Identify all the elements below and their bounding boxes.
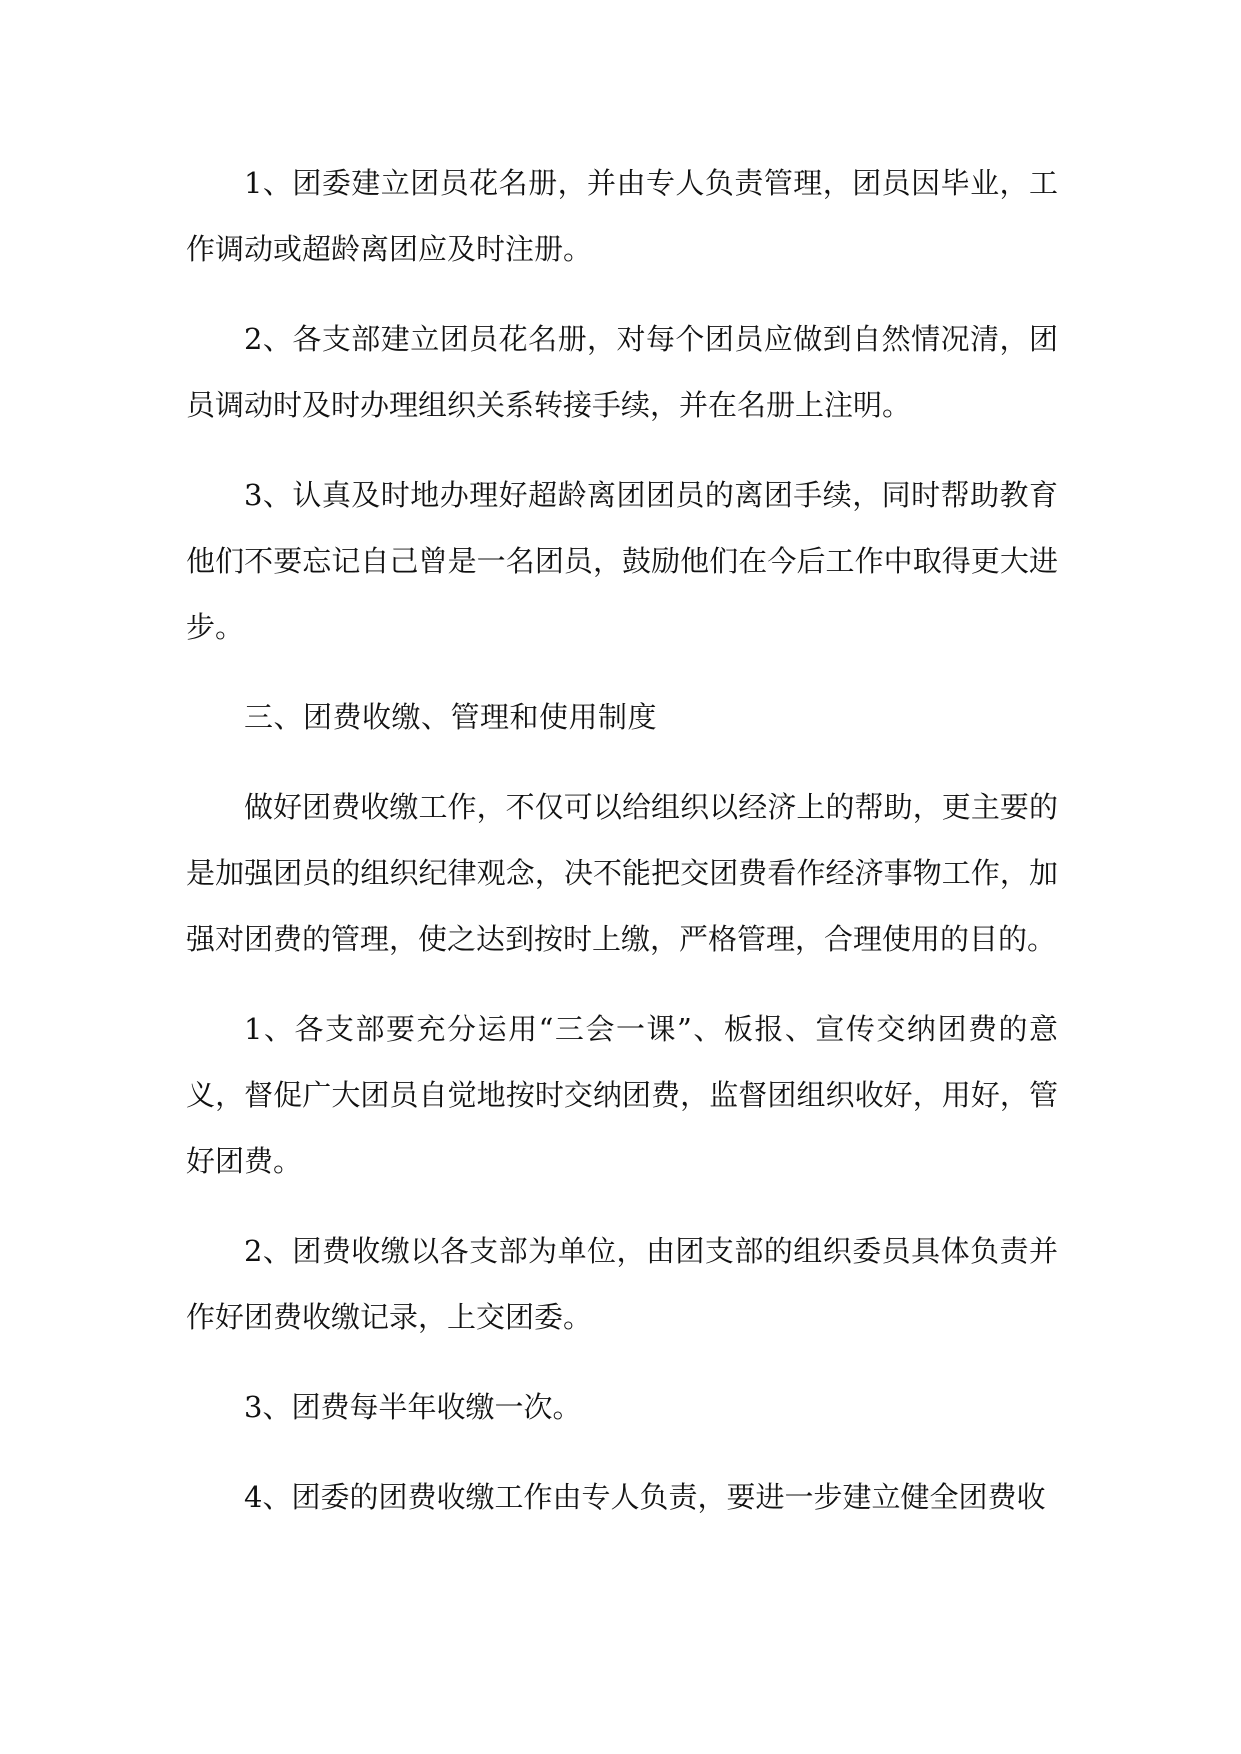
paragraph-1: 1、团委建立团员花名册，并由专人负责管理，团员因毕业，工作调动或超龄离团应及时注册。 <box>186 166 1058 266</box>
paragraph-8: 4、团委的团费收缴工作由专人负责，要进一步建立健全团费收 <box>244 1480 1046 1514</box>
paragraph-7: 3、团费每半年收缴一次。 <box>244 1390 582 1424</box>
paragraph-2: 2、各支部建立团员花名册，对每个团员应做到自然情况清，团员调动时及时办理组织关系转接手续，并在名册上注明。 <box>186 322 1058 422</box>
paragraph-5: 1、各支部要充分运用“三会一课”、板报、宣传交纳团费的意义，督促广大团员自觉地按时交纳团费，监督团组织收好，用好，管好团费。 <box>186 1012 1058 1178</box>
paragraph-6: 2、团费收缴以各支部为单位，由团支部的组织委员具体负责并作好团费收缴记录，上交团委。 <box>186 1234 1058 1334</box>
section-heading: 三、团费收缴、管理和使用制度 <box>244 700 658 734</box>
document-body <box>186 150 1058 1554</box>
paragraph-3: 3、认真及时地办理好超龄离团团员的离团手续，同时帮助教育他们不要忘记自己曾是一名团员，鼓励他们在今后工作中取得更大进步。 <box>186 478 1058 644</box>
paragraph-4: 做好团费收缴工作，不仅可以给组织以经济上的帮助，更主要的是加强团员的组织纪律观念，决不能把交团费看作经济事物工作，加强对团费的管理，使之达到按时上缴，严格管理，合理使用的目的。 <box>186 790 1058 956</box>
